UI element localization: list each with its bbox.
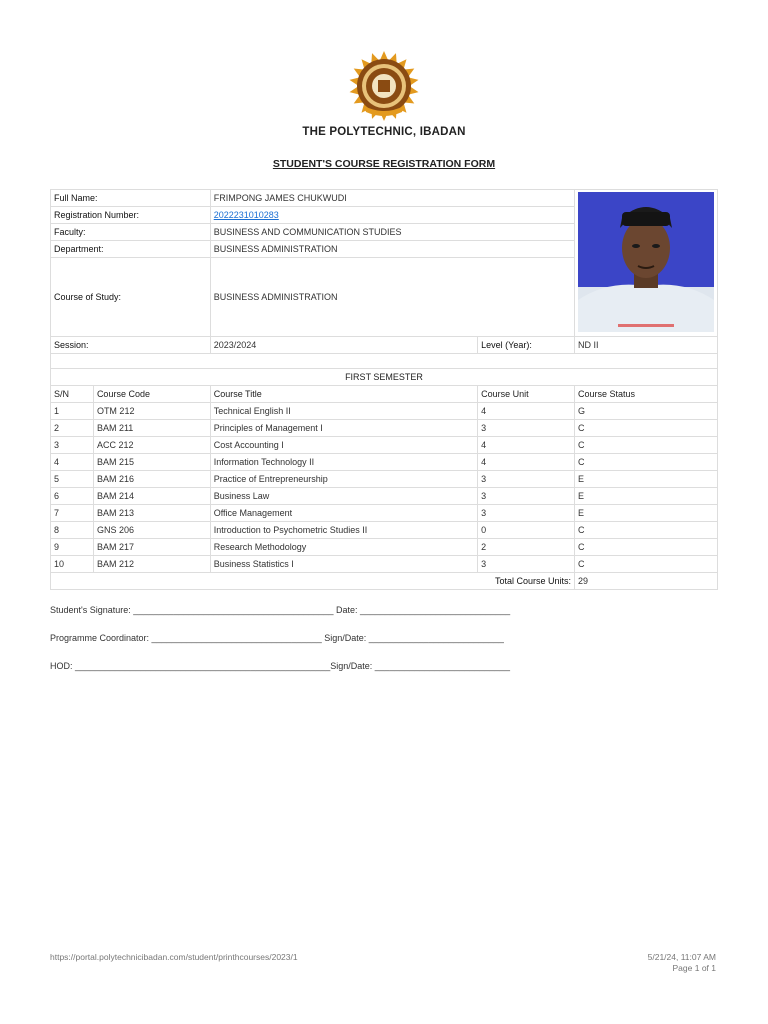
- course-cell: E: [574, 505, 717, 522]
- course-cell: Practice of Entrepreneurship: [210, 471, 477, 488]
- course-cell: OTM 212: [93, 403, 210, 420]
- course-cell: GNS 206: [93, 522, 210, 539]
- course-cell: Research Methodology: [210, 539, 477, 556]
- course-cell: 0: [478, 522, 575, 539]
- form-title: STUDENT'S COURSE REGISTRATION FORM: [272, 158, 496, 170]
- course-cell: 3: [478, 471, 575, 488]
- course-cell: 7: [51, 505, 94, 522]
- reg-number-label: Registration Number:: [51, 207, 211, 224]
- course-cell: Information Technology II: [210, 454, 477, 471]
- course-value: BUSINESS ADMINISTRATION: [210, 258, 574, 337]
- session-label: Session:: [51, 337, 211, 354]
- footer-url: https://portal.polytechnicibadan.com/student/printhcourses/2023/1: [50, 952, 298, 962]
- course-cell: 3: [478, 505, 575, 522]
- course-cell: 2: [51, 420, 94, 437]
- course-row: [51, 505, 718, 522]
- session-value: 2023/2024: [210, 337, 477, 354]
- course-cell: 3: [478, 488, 575, 505]
- course-cell: BAM 214: [93, 488, 210, 505]
- column-header: Course Code: [93, 386, 210, 403]
- row-full-name: [51, 190, 718, 207]
- footer-page-number: Page 1 of 1: [672, 963, 716, 973]
- course-cell: BAM 216: [93, 471, 210, 488]
- course-cell: ACC 212: [93, 437, 210, 454]
- student-photo: [578, 192, 714, 332]
- course-cell: 10: [51, 556, 94, 573]
- course-cell: Cost Accounting I: [210, 437, 477, 454]
- course-cell: Technical English II: [210, 403, 477, 420]
- row-session: [51, 337, 718, 354]
- course-cell: C: [574, 556, 717, 573]
- course-cell: 3: [51, 437, 94, 454]
- spacer-row: [51, 354, 718, 369]
- course-cell: E: [574, 471, 717, 488]
- student-signature-line: Student's Signature: ________________________________________ Date: ______________________________: [50, 605, 511, 615]
- level-value: ND II: [574, 337, 717, 354]
- department-label: Department:: [51, 241, 211, 258]
- course-cell: C: [574, 437, 717, 454]
- course-cell: BAM 212: [93, 556, 210, 573]
- course-cell: C: [574, 420, 717, 437]
- school-crest-logo: [348, 50, 420, 122]
- column-header: Course Title: [210, 386, 477, 403]
- faculty-value: BUSINESS AND COMMUNICATION STUDIES: [210, 224, 574, 241]
- total-units-label: Total Course Units:: [51, 573, 575, 590]
- registration-table: [50, 189, 718, 590]
- course-row: [51, 488, 718, 505]
- course-cell: 2: [478, 539, 575, 556]
- course-cell: 3: [478, 556, 575, 573]
- semester-title: FIRST SEMESTER: [51, 369, 718, 386]
- course-row: [51, 454, 718, 471]
- course-cell: 3: [478, 420, 575, 437]
- course-cell: 8: [51, 522, 94, 539]
- course-cell: 6: [51, 488, 94, 505]
- course-cell: Principles of Management I: [210, 420, 477, 437]
- course-row: [51, 420, 718, 437]
- department-value: BUSINESS ADMINISTRATION: [210, 241, 574, 258]
- course-row: [51, 437, 718, 454]
- institution-name: THE POLYTECHNIC, IBADAN: [302, 126, 466, 138]
- course-cell: 9: [51, 539, 94, 556]
- spacer-cell: [51, 354, 718, 369]
- total-units-value: 29: [574, 573, 717, 590]
- course-row: [51, 471, 718, 488]
- course-cell: 4: [478, 403, 575, 420]
- course-row: [51, 556, 718, 573]
- course-cell: 4: [478, 454, 575, 471]
- course-cell: BAM 217: [93, 539, 210, 556]
- coordinator-signature-line: Programme Coordinator: __________________________________ Sign/Date: ___________________________: [50, 633, 504, 643]
- column-header: Course Unit: [478, 386, 575, 403]
- course-cell: G: [574, 403, 717, 420]
- course-row: [51, 522, 718, 539]
- footer-datetime: 5/21/24, 11:07 AM: [647, 952, 716, 962]
- course-cell: Business Statistics I: [210, 556, 477, 573]
- course-row: [51, 539, 718, 556]
- hod-signature-line: HOD: ___________________________________________________Sign/Date: ___________________________: [50, 661, 510, 671]
- course-cell: C: [574, 454, 717, 471]
- course-cell: E: [574, 488, 717, 505]
- course-cell: BAM 213: [93, 505, 210, 522]
- full-name-label: Full Name:: [51, 190, 211, 207]
- faculty-label: Faculty:: [51, 224, 211, 241]
- semester-title-row: [51, 369, 718, 386]
- reg-number-link[interactable]: 2022231010283: [210, 207, 574, 224]
- course-label: Course of Study:: [51, 258, 211, 337]
- course-cell: C: [574, 539, 717, 556]
- course-cell: Introduction to Psychometric Studies II: [210, 522, 477, 539]
- course-header-row: [51, 386, 718, 403]
- total-row: [51, 573, 718, 590]
- photo-cell: [574, 190, 717, 337]
- course-cell: Office Management: [210, 505, 477, 522]
- level-label: Level (Year):: [478, 337, 575, 354]
- course-cell: BAM 211: [93, 420, 210, 437]
- course-cell: BAM 215: [93, 454, 210, 471]
- full-name-value: FRIMPONG JAMES CHUKWUDI: [210, 190, 574, 207]
- course-cell: 4: [478, 437, 575, 454]
- course-cell: 1: [51, 403, 94, 420]
- course-cell: 5: [51, 471, 94, 488]
- course-cell: C: [574, 522, 717, 539]
- column-header: S/N: [51, 386, 94, 403]
- course-cell: 4: [51, 454, 94, 471]
- course-row: [51, 403, 718, 420]
- column-header: Course Status: [574, 386, 717, 403]
- course-cell: Business Law: [210, 488, 477, 505]
